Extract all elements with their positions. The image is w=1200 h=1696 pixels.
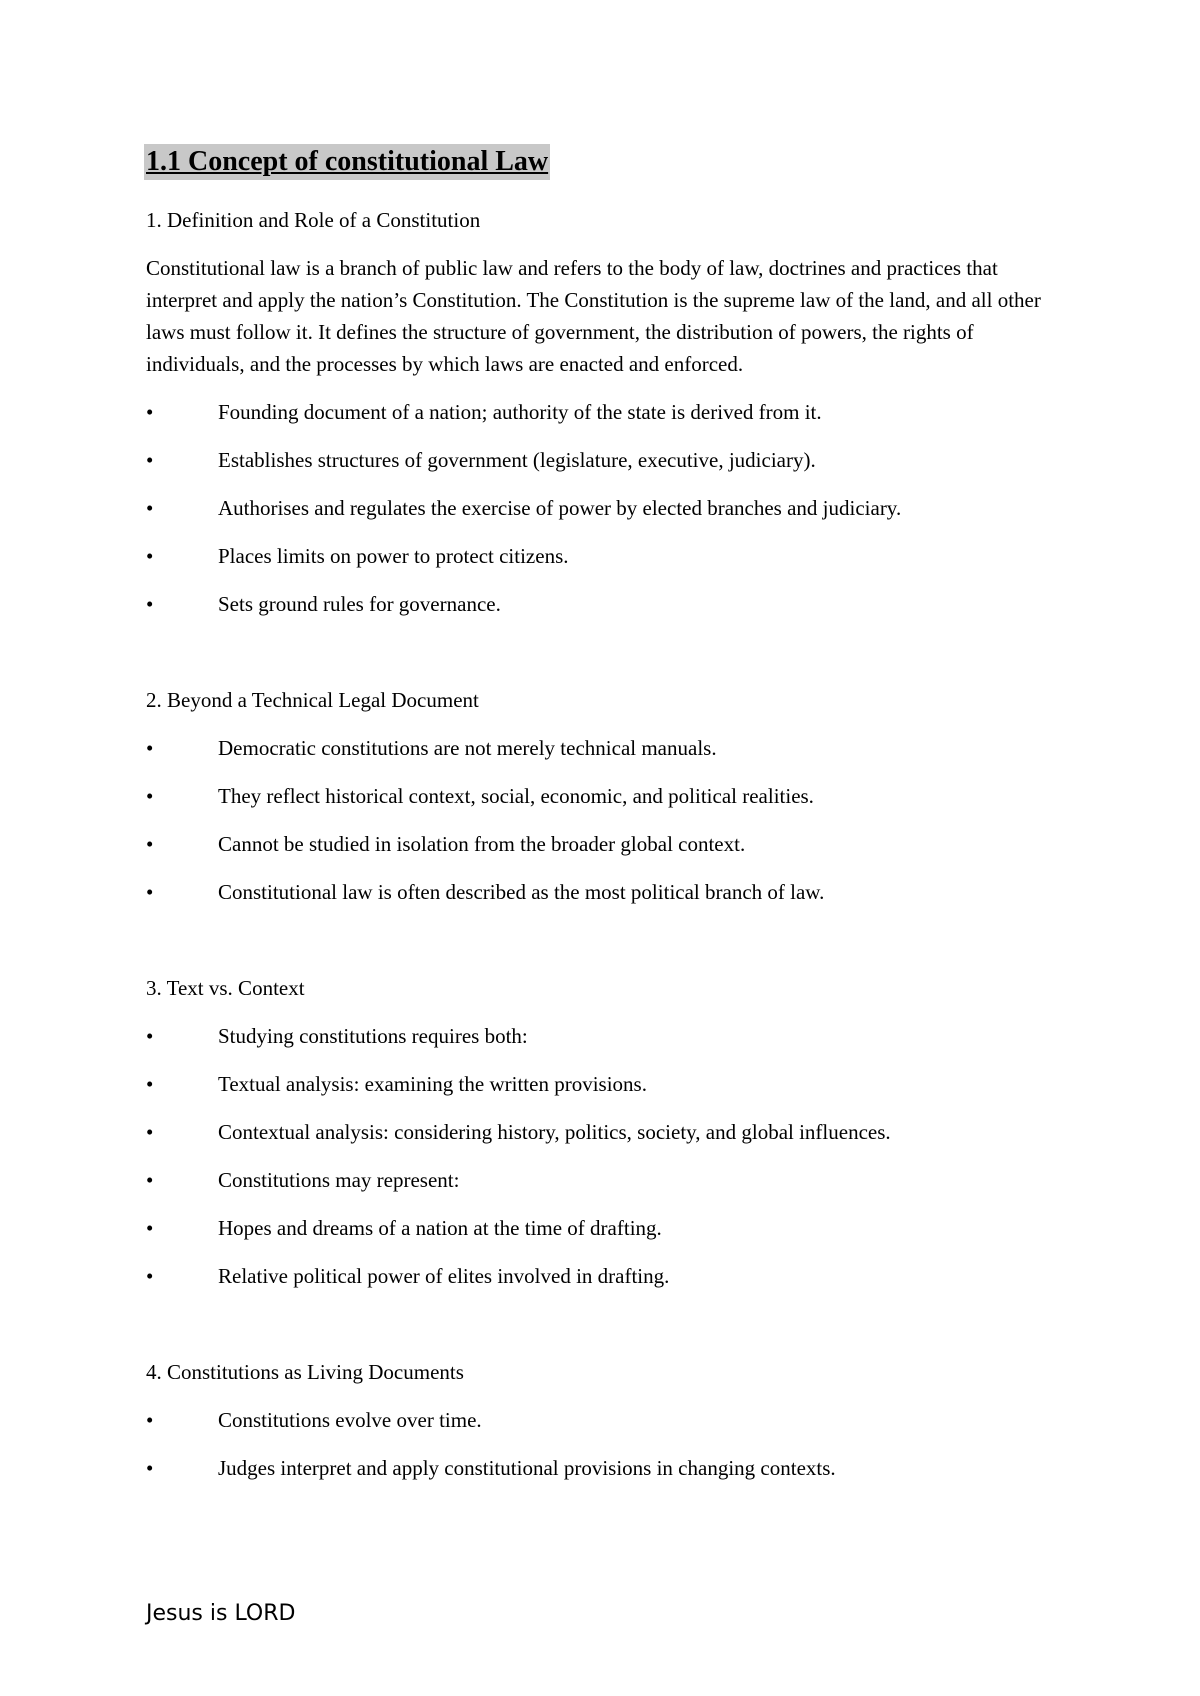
list-item [146,828,1056,860]
bullet-list [146,1020,1056,1292]
bullet-icon: • [146,448,154,472]
list-item [146,396,1056,428]
list-item-text: Democratic constitutions are not merely technical manuals. [218,736,717,760]
list-item-text: Establishes structures of government (legislature, executive, judiciary). [218,448,816,472]
list-item [146,588,1056,620]
list-item [146,1116,1056,1148]
section-spacer [146,1292,1056,1356]
list-item [146,1260,1056,1292]
list-item [146,540,1056,572]
bullet-icon: • [146,1024,154,1048]
bullet-icon: • [146,784,154,808]
section-4 [146,1356,1056,1484]
bullet-icon: • [146,880,154,904]
section-spacer [146,620,1056,684]
list-item-text: Relative political power of elites involved in drafting. [218,1264,670,1288]
section-heading: 3. Text vs. Context [146,976,305,1000]
list-item [146,444,1056,476]
list-item [146,732,1056,764]
list-item [146,1212,1056,1244]
list-item [146,1020,1056,1052]
bullet-icon: • [146,832,154,856]
list-item-text: Studying constitutions requires both: [218,1024,528,1048]
bullet-icon: • [146,1072,154,1096]
list-item-text: Cannot be studied in isolation from the broader global context. [218,832,746,856]
bullet-icon: • [146,1168,154,1192]
list-item [146,1404,1056,1436]
bullet-icon: • [146,1408,154,1432]
list-item [146,1452,1056,1484]
list-item-text: Constitutions evolve over time. [218,1408,482,1432]
bullet-icon: • [146,1264,154,1288]
list-item-text: Constitutions may represent: [218,1168,460,1192]
list-item [146,492,1056,524]
bullet-icon: • [146,736,154,760]
list-item-text: Contextual analysis: considering history, politics, society, and global influences. [218,1120,891,1144]
section-paragraph: Constitutional law is a branch of public law and refers to the body of law, doctrines and practices that interpret and apply the nation’s Constitution. The Constitution is the supreme law of the land, and all other laws must follow it. It defines the structure of government, the distribution of powers, the rights of individuals, and the processes by which laws are enacted and enforced. [146,256,1041,376]
list-item-text: They reflect historical context, social, economic, and political realities. [218,784,814,808]
section-3 [146,972,1056,1292]
list-item-text: Founding document of a nation; authority of the state is derived from it. [218,400,822,424]
bullet-icon: • [146,544,154,568]
list-item [146,780,1056,812]
bullet-list [146,1404,1056,1484]
document-body [146,204,1056,1484]
section-1 [146,204,1056,620]
bullet-list [146,732,1056,908]
document-title: 1.1 Concept of constitutional Law [144,144,550,180]
list-item-text: Judges interpret and apply constitutional provisions in changing contexts. [218,1456,836,1480]
bullet-icon: • [146,400,154,424]
bullet-icon: • [146,496,154,520]
bullet-icon: • [146,1120,154,1144]
bullet-icon: • [146,1216,154,1240]
list-item-text: Constitutional law is often described as the most political branch of law. [218,880,825,904]
list-item [146,1164,1056,1196]
section-spacer [146,908,1056,972]
bullet-list [146,396,1056,620]
page-footer: Jesus is LORD [146,1601,296,1626]
list-item [146,1068,1056,1100]
section-heading: 4. Constitutions as Living Documents [146,1360,464,1384]
bullet-icon: • [146,592,154,616]
section-2 [146,684,1056,908]
section-heading: 1. Definition and Role of a Constitution [146,208,481,232]
bullet-icon: • [146,1456,154,1480]
list-item-text: Places limits on power to protect citizens. [218,544,569,568]
list-item-text: Authorises and regulates the exercise of power by elected branches and judiciary. [218,496,902,520]
section-heading: 2. Beyond a Technical Legal Document [146,688,479,712]
list-item-text: Hopes and dreams of a nation at the time of drafting. [218,1216,662,1240]
list-item [146,876,1056,908]
list-item-text: Sets ground rules for governance. [218,592,501,616]
list-item-text: Textual analysis: examining the written provisions. [218,1072,647,1096]
